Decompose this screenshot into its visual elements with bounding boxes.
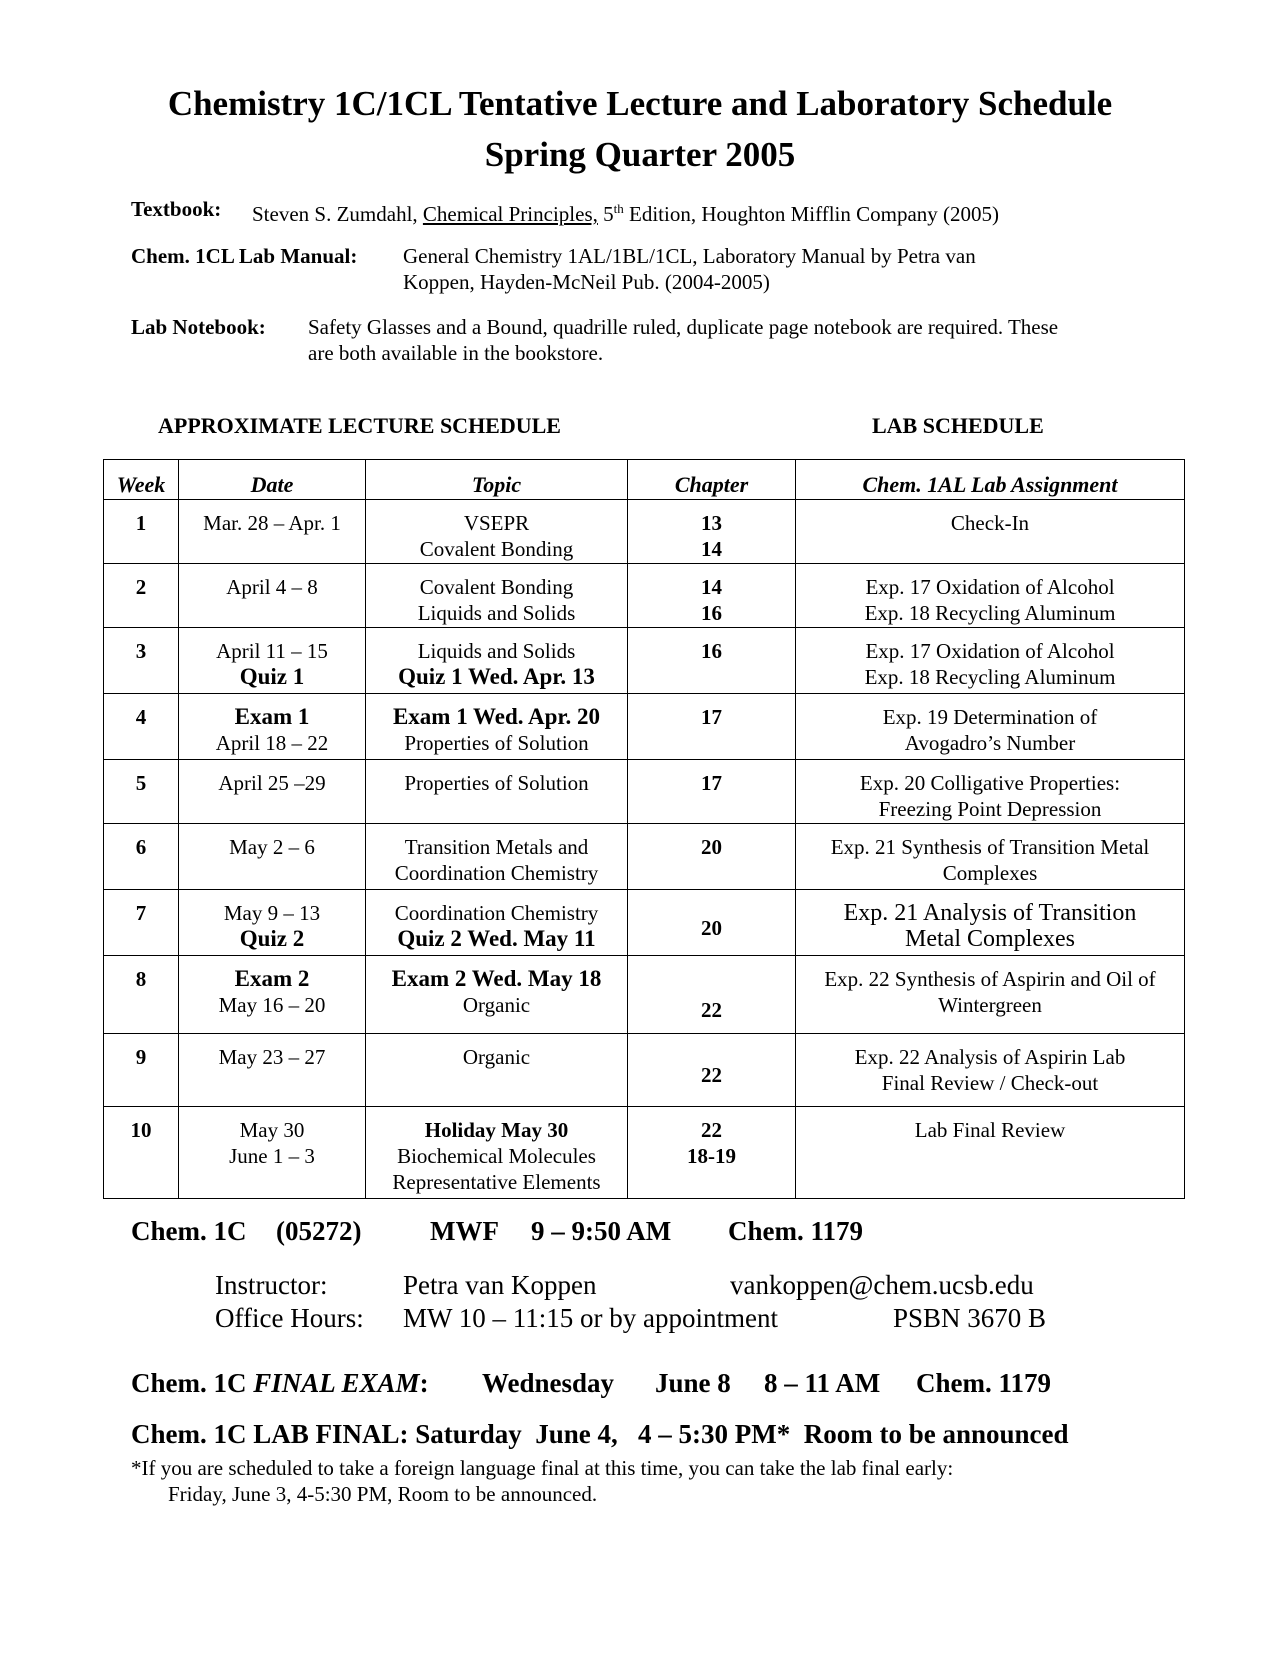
topic-line: Exam 1 Wed. Apr. 20 <box>392 704 601 729</box>
date-line: May 2 – 6 <box>229 835 315 859</box>
chapter-cell <box>628 564 796 628</box>
chapter-cell <box>628 1034 796 1107</box>
chapter-line: 16 <box>701 601 722 625</box>
topic-line: Biochemical Molecules <box>397 1144 596 1168</box>
topic-line: Quiz 1 Wed. Apr. 13 <box>398 664 595 689</box>
week-cell: 2 <box>104 564 179 628</box>
final-exam-label: FINAL EXAM <box>253 1368 420 1398</box>
office-hours-label: Office Hours: <box>215 1303 364 1333</box>
lab-line: Freezing Point Depression <box>878 797 1102 821</box>
topic-line: Organic <box>462 1045 531 1069</box>
week-cell: 9 <box>104 1034 179 1107</box>
chapter-line: 17 <box>701 705 722 729</box>
topic-line: Exam 2 Wed. May 18 <box>391 966 602 991</box>
topic-line: Organic <box>462 993 531 1017</box>
table-row <box>104 1107 1185 1199</box>
topic-cell <box>366 890 628 956</box>
date-line: April 4 – 8 <box>226 575 318 599</box>
footnote-line2: Friday, June 3, 4-5:30 PM, Room to be announced. <box>168 1482 598 1506</box>
lab-line: Metal Complexes <box>905 926 1075 952</box>
topic-cell <box>366 500 628 564</box>
date-line: Quiz 1 <box>239 664 305 689</box>
week-cell: 7 <box>104 890 179 956</box>
date-line: May 23 – 27 <box>218 1045 326 1069</box>
date-cell <box>179 890 366 956</box>
course-room: Chem. 1179 <box>728 1216 863 1246</box>
table-row <box>104 500 1185 564</box>
chapter-line: 16 <box>701 639 722 663</box>
week-cell: 5 <box>104 760 179 824</box>
topic-line: Liquids and Solids <box>417 601 576 625</box>
lab-line: Exp. 19 Determination of <box>882 705 1098 729</box>
date-line: May 16 – 20 <box>218 993 326 1017</box>
table-row <box>104 694 1185 760</box>
topic-cell <box>366 564 628 628</box>
header-week: Week <box>104 460 179 500</box>
date-cell <box>179 564 366 628</box>
final-exam-date: June 8 <box>655 1368 731 1398</box>
chapter-line: 22 <box>701 1118 722 1142</box>
chapter-line: 22 <box>701 1063 722 1087</box>
table-body <box>104 500 1185 1199</box>
lab-line: Wintergreen <box>938 993 1042 1017</box>
lab-line: Exp. 18 Recycling Aluminum <box>864 601 1116 625</box>
table-row <box>104 956 1185 1034</box>
lab-cell <box>796 890 1185 956</box>
topic-line: Holiday May 30 <box>424 1118 569 1142</box>
week-cell: 3 <box>104 628 179 694</box>
topic-line: Liquids and Solids <box>417 639 576 663</box>
lab-cell <box>796 1034 1185 1107</box>
course-code: (05272) <box>276 1216 362 1246</box>
week-cell: 8 <box>104 956 179 1034</box>
date-cell <box>179 628 366 694</box>
lab-line: Exp. 17 Oxidation of Alcohol <box>865 639 1115 663</box>
header-chapter: Chapter <box>628 460 796 500</box>
topic-line: Covalent Bonding <box>419 575 574 599</box>
lab-line: Avogadro’s Number <box>904 731 1076 755</box>
topic-line: Properties of Solution <box>404 731 589 755</box>
lecture-schedule-heading: APPROXIMATE LECTURE SCHEDULE <box>158 413 561 438</box>
chapter-line: 20 <box>701 915 722 940</box>
page-subtitle: Spring Quarter 2005 <box>484 135 796 174</box>
chapter-cell <box>628 956 796 1034</box>
week-cell: 4 <box>104 694 179 760</box>
chapter-cell <box>628 824 796 890</box>
lab-cell <box>796 760 1185 824</box>
lab-final: Chem. 1C LAB FINAL: Saturday June 4, 4 – 5:30 PM* Room to be announced <box>131 1419 1069 1449</box>
lab-manual-info: General Chemistry 1AL/1BL/1CL, Laboratory Manual by Petra van Koppen, Hayden-McNeil Pub. (2004-2005) <box>403 244 976 294</box>
instructor-email: vankoppen@chem.ucsb.edu <box>730 1270 1034 1300</box>
topic-line: Coordination Chemistry <box>394 901 599 925</box>
date-cell <box>179 694 366 760</box>
page-title: Chemistry 1C/1CL Tentative Lecture and Laboratory Schedule <box>167 84 1113 123</box>
date-cell <box>179 760 366 824</box>
chapter-cell <box>628 890 796 956</box>
lab-cell <box>796 1107 1185 1199</box>
table-row <box>104 628 1185 694</box>
date-line: Exam 2 <box>234 966 310 991</box>
topic-line: VSEPR <box>463 511 530 535</box>
final-exam-day: Wednesday <box>482 1368 615 1398</box>
header-lab-assignment: Chem. 1AL Lab Assignment <box>796 460 1185 500</box>
table-row <box>104 824 1185 890</box>
date-line: April 25 –29 <box>218 771 326 795</box>
table-header-row <box>104 460 1185 500</box>
topic-cell <box>366 1107 628 1199</box>
final-exam-room: Chem. 1179 <box>916 1368 1051 1398</box>
date-cell <box>179 500 366 564</box>
chapter-cell <box>628 760 796 824</box>
lab-cell <box>796 500 1185 564</box>
date-cell <box>179 956 366 1034</box>
table-row <box>104 760 1185 824</box>
chapter-cell <box>628 628 796 694</box>
textbook-label: Textbook: <box>131 197 222 221</box>
date-line: April 11 – 15 <box>216 639 328 663</box>
course-time: 9 – 9:50 AM <box>531 1216 672 1246</box>
course-name: Chem. 1C <box>131 1216 247 1246</box>
lab-line: Exp. 21 Synthesis of Transition Metal <box>830 835 1150 859</box>
lab-line: Exp. 21 Analysis of Transition <box>843 900 1137 926</box>
topic-cell <box>366 1034 628 1107</box>
chapter-line: 18-19 <box>687 1144 736 1168</box>
topic-line: Transition Metals and <box>404 835 589 859</box>
lab-line: Final Review / Check-out <box>881 1071 1099 1095</box>
final-exam-time: 8 – 11 AM <box>764 1368 881 1398</box>
lab-schedule-heading: LAB SCHEDULE <box>872 413 1044 438</box>
lab-line: Check-In <box>950 511 1030 535</box>
lab-line: Exp. 17 Oxidation of Alcohol <box>865 575 1115 599</box>
topic-line: Coordination Chemistry <box>394 861 599 885</box>
topic-line: Properties of Solution <box>404 771 589 795</box>
chapter-cell <box>628 694 796 760</box>
schedule-table <box>103 459 1185 1199</box>
lab-line: Exp. 20 Colligative Properties: <box>859 771 1121 795</box>
lab-line: Lab Final Review <box>914 1118 1066 1142</box>
table-row <box>104 564 1185 628</box>
lab-notebook-info: Safety Glasses and a Bound, quadrille ruled, duplicate page notebook are required. These are both available in the bookstore. <box>308 315 1059 365</box>
date-line: Quiz 2 <box>239 926 305 951</box>
date-line: Mar. 28 – Apr. 1 <box>203 511 341 535</box>
lab-line: Complexes <box>942 861 1038 885</box>
final-exam-course: Chem. 1C FINAL EXAM: <box>131 1368 429 1398</box>
topic-cell <box>366 760 628 824</box>
footnote-line1: *If you are scheduled to take a foreign language final at this time, you can take the lab final early: <box>131 1456 954 1480</box>
chapter-line: 22 <box>701 998 722 1022</box>
table-row <box>104 890 1185 956</box>
date-line: May 30 <box>239 1118 305 1142</box>
office-location: PSBN 3670 B <box>893 1303 1047 1333</box>
table-row <box>104 1034 1185 1107</box>
lab-line: Exp. 22 Synthesis of Aspirin and Oil of <box>824 967 1156 991</box>
topic-cell <box>366 824 628 890</box>
lab-cell <box>796 824 1185 890</box>
textbook-title: Chemical Principles, <box>422 202 598 226</box>
date-line: June 1 – 3 <box>229 1144 315 1168</box>
instructor-name: Petra van Koppen <box>403 1270 597 1300</box>
lab-cell <box>796 956 1185 1034</box>
header-date: Date <box>179 460 366 500</box>
topic-cell <box>366 628 628 694</box>
course-days: MWF <box>430 1216 499 1246</box>
date-cell <box>179 1107 366 1199</box>
topic-line: Covalent Bonding <box>419 537 574 561</box>
topic-line: Representative Elements <box>392 1170 601 1194</box>
date-cell <box>179 824 366 890</box>
lab-cell <box>796 694 1185 760</box>
date-line: Exam 1 <box>234 704 310 729</box>
topic-cell <box>366 694 628 760</box>
lab-line: Exp. 22 Analysis of Aspirin Lab <box>854 1045 1126 1069</box>
lab-cell <box>796 628 1185 694</box>
chapter-line: 20 <box>701 835 722 859</box>
date-line: May 9 – 13 <box>223 901 321 925</box>
chapter-line: 17 <box>701 771 722 795</box>
chapter-line: 14 <box>701 537 722 561</box>
chapter-cell <box>628 1107 796 1199</box>
week-cell: 1 <box>104 500 179 564</box>
office-hours: MW 10 – 11:15 or by appointment <box>403 1303 778 1333</box>
week-cell: 10 <box>104 1107 179 1199</box>
header-topic: Topic <box>366 460 628 500</box>
chapter-cell <box>628 500 796 564</box>
chapter-line: 14 <box>701 575 722 599</box>
chapter-line: 13 <box>701 511 722 535</box>
lab-cell <box>796 564 1185 628</box>
date-line: April 18 – 22 <box>215 731 329 755</box>
week-cell: 6 <box>104 824 179 890</box>
lab-notebook-label: Lab Notebook: <box>131 315 266 339</box>
date-cell <box>179 1034 366 1107</box>
lab-line: Exp. 18 Recycling Aluminum <box>864 665 1116 689</box>
lab-manual-label: Chem. 1CL Lab Manual: <box>131 244 358 268</box>
topic-cell <box>366 956 628 1034</box>
topic-line: Quiz 2 Wed. May 11 <box>397 926 596 951</box>
instructor-label: Instructor: <box>215 1270 328 1300</box>
textbook-info: Steven S. Zumdahl, Chemical Principles, 5th Edition, Houghton Mifflin Company (2005) <box>252 201 1000 226</box>
